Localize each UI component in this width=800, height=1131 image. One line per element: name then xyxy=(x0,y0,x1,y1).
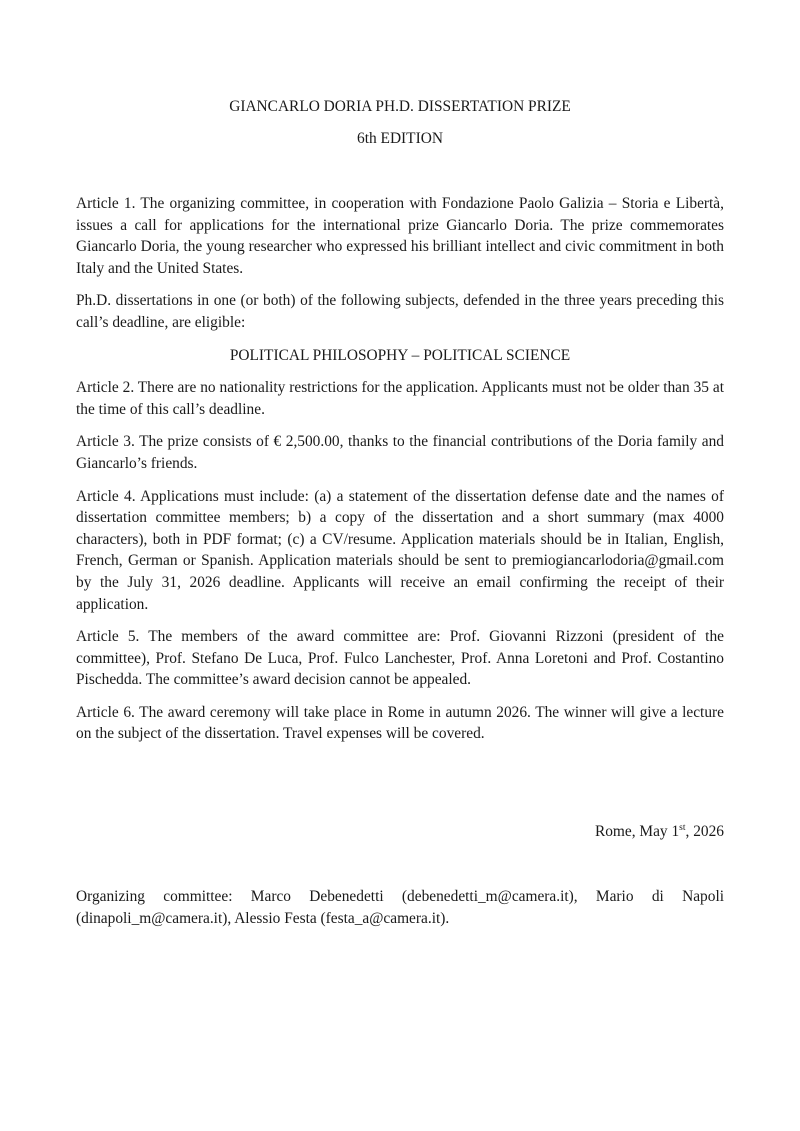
place-date xyxy=(76,821,724,843)
article-4: Article 4. Applications must include: (a) a statement of the dissertation defense date and the names of dissertation committee members; b) a copy of the dissertation and a short summary (max 4000 characters), both in PDF format; (c) a CV/resume. Application materials should be in Italian, English, French, German or Spanish. Application materials should be sent to premiogiancarlodoria@gmail.com by the July 31, 2026 deadline. Applicants will receive an email confirming the receipt of their application. xyxy=(76,487,724,613)
article-2: Article 2. There are no nationality restrictions for the application. Applicants must not be older than 35 at the time of this call’s deadline. xyxy=(76,379,724,418)
eligible-subjects: POLITICAL PHILOSOPHY – POLITICAL SCIENCE xyxy=(229,346,571,364)
article-6: Article 6. The award ceremony will take place in Rome in autumn 2026. The winner will give a lecture on the subject of the dissertation. Travel expenses will be covered. xyxy=(76,703,724,743)
edition-label: 6th EDITION xyxy=(357,130,443,147)
date-ordinal-suffix: st xyxy=(679,823,686,833)
article-3: Article 3. The prize consists of € 2,500.00, thanks to the financial contributions of the Doria family and Giancarlo’s friends. xyxy=(76,433,724,472)
date-year: , 2026 xyxy=(685,823,724,840)
article-5: Article 5. The members of the award committee are: Prof. Giovanni Rizzoni (president of the committee), Prof. Stefano De Luca, Prof. Fulco Lanchester, Prof. Anna Loretoni and Prof. Costantino Pischedda. The committee’s award decision cannot be appealed. xyxy=(76,628,724,689)
date-prefix: Rome, May 1 xyxy=(594,823,680,840)
document-body xyxy=(76,193,724,756)
eligibility-paragraph: Ph.D. dissertations in one (or both) of the following subjects, defended in the three years preceding this call’s deadline, are eligible: xyxy=(76,292,724,331)
organizing-committee: Organizing committee: Marco Debenedetti (debenedetti_m@camera.it), Mario di Napoli (dinapoli_m@camera.it), Alessio Festa (festa_a@camera.it). xyxy=(76,888,724,927)
article-1: Article 1. The organizing committee, in cooperation with Fondazione Paolo Galizia – Storia e Libertà, issues a call for applications for the international prize Giancarlo Doria. The prize commemorates Giancarlo Doria, the young researcher who expressed his brilliant intellect and civic commitment in both Italy and the United States. xyxy=(76,195,724,277)
document-title: GIANCARLO DORIA PH.D. DISSERTATION PRIZE xyxy=(229,98,571,115)
